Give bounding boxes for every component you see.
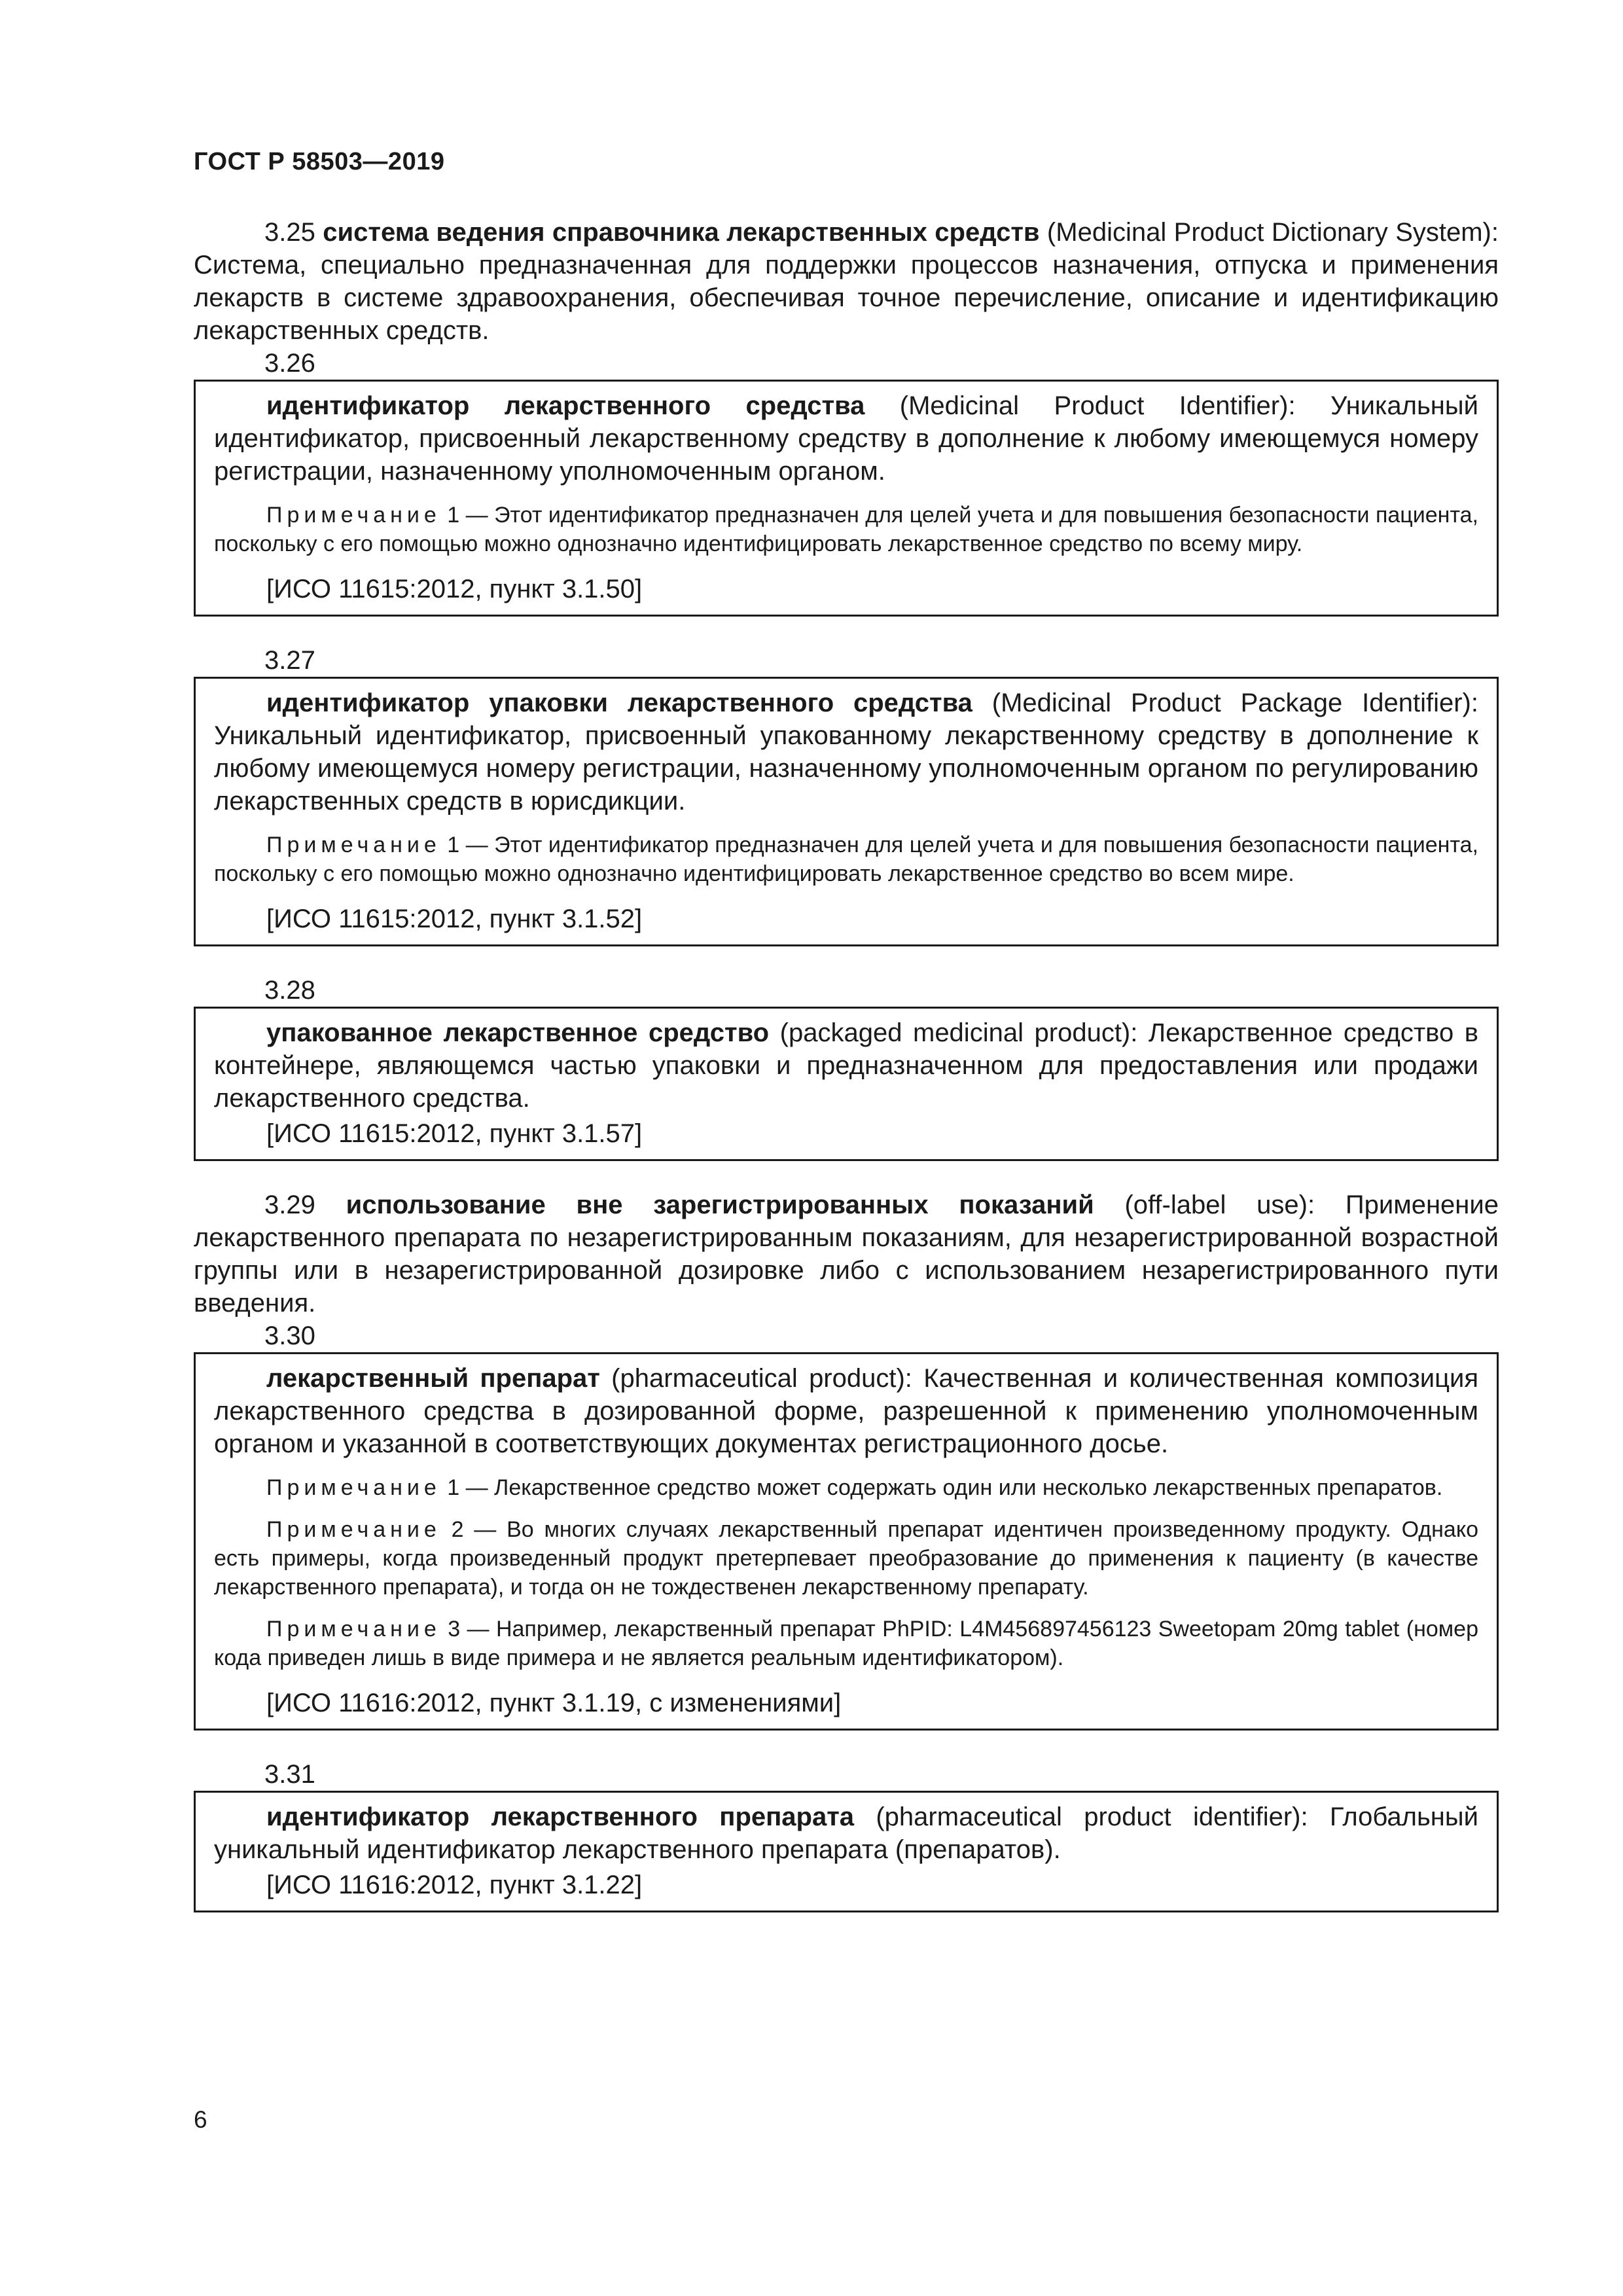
note-text: 2 — Во многих случаях лекарственный препарат идентичен произведенному продукту. Однако есть примеры, когда произведенный продукт претерпевает преобразование до применения к пациенту (в качестве лекарственного препарата), и тогда он не тождественен лекарственному препарату. (214, 1517, 1478, 1600)
term-source: [ИСО 11616:2012, пункт 3.1.19, с изменениями] (266, 1689, 842, 1717)
term-title: использование вне зарегистрированных показаний (346, 1191, 1094, 1219)
term-number: 3.25 (264, 218, 315, 247)
term-box-3-27 (194, 677, 1499, 946)
term-definition: (Medicinal Product Dictionary System): Система, специально предназначенная для поддержки процессов назначения, отпуска и применения лекарств в системе здравоохранения, обеспечивая точное перечисление, описание и идентификацию лекарственных средств. (194, 218, 1499, 345)
term-definition: (off-label use): Применение лекарственного препарата по незарегистрированным показаниям, для незарегистрированной возрастной группы или в незарегистрированной дозировке либо с использованием незарегистрированного пути введения. (194, 1191, 1499, 1318)
term-note-2 (214, 1515, 1478, 1602)
note-label: Примечание (266, 833, 441, 857)
term-3-25 (194, 216, 1499, 347)
page-number: 6 (194, 2106, 207, 2133)
note-label: Примечание (266, 503, 441, 528)
note-label: Примечание (266, 1617, 441, 1641)
term-note (214, 501, 1478, 558)
term-source: [ИСО 11615:2012, пункт 3.1.52] (266, 905, 643, 933)
term-note-1 (214, 1473, 1478, 1502)
term-number-3-27: 3.27 (264, 646, 315, 675)
term-definition: (Medicinal Product Package Identifier): Уникальный идентификатор, присвоенный упакованному лекарственному средству в дополнение к любому имеющемуся номеру регистрации, назначенному уполномоченным органом по регулированию лекарственных средств в юрисдикции. (214, 689, 1478, 816)
document-body (194, 216, 1499, 1912)
term-3-29 (194, 1189, 1499, 1319)
term-source: [ИСО 11615:2012, пункт 3.1.50] (266, 575, 643, 603)
term-number-3-28: 3.28 (264, 976, 315, 1005)
term-title: идентификатор упаковки лекарственного средства (266, 689, 972, 717)
term-number-3-26: 3.26 (264, 349, 315, 378)
term-title: идентификатор лекарственного средства (266, 391, 865, 420)
note-text: 1 — Этот идентификатор предназначен для целей учета и для повышения безопасности пациента, поскольку с его помощью можно однозначно идентифицировать лекарственное средство по всему миру. (214, 503, 1478, 556)
document-header: ГОСТ Р 58503—2019 (194, 148, 445, 175)
note-label: Примечание (266, 1517, 441, 1542)
term-definition: (Medicinal Product Identifier): Уникальный идентификатор, присвоенный лекарственному средству в дополнение к любому имеющемуся номеру регистрации, назначенному уполномоченным органом. (214, 391, 1478, 486)
term-box-3-30 (194, 1352, 1499, 1731)
term-number-3-31: 3.31 (264, 1760, 315, 1789)
term-title: система ведения справочника лекарственных средств (323, 218, 1040, 247)
term-box-3-28 (194, 1007, 1499, 1161)
term-title: упакованное лекарственное средство (266, 1018, 770, 1047)
term-definition: (pharmaceutical product): Качественная и количественная композиция лекарственного средства в дозированной форме, разрешенной к применению уполномоченным органом и указанной в соответствующих документах регистрационного досье. (214, 1364, 1478, 1458)
note-text: 3 — Например, лекарственный препарат PhPID: L4M456897456123 Sweetopam 20mg tablet (номер кода приведен лишь в виде примера и не является реальным идентификатором). (214, 1617, 1478, 1670)
term-title: идентификатор лекарственного препарата (266, 1803, 855, 1831)
term-definition: (packaged medicinal product): Лекарственное средство в контейнере, являющемся частью упаковки и предназначенном для предоставления или продажи лекарственного средства. (214, 1018, 1478, 1113)
term-note (214, 831, 1478, 888)
note-text: 1 — Этот идентификатор предназначен для целей учета и для повышения безопасности пациента, поскольку с его помощью можно однозначно идентифицировать лекарственное средство во всем мире. (214, 833, 1478, 886)
term-note-3 (214, 1615, 1478, 1672)
term-box-3-26 (194, 380, 1499, 617)
term-box-3-31 (194, 1791, 1499, 1912)
term-number-3-30: 3.30 (264, 1321, 315, 1350)
note-label: Примечание (266, 1475, 441, 1500)
term-title: лекарственный препарат (266, 1364, 600, 1393)
term-source: [ИСО 11616:2012, пункт 3.1.22] (266, 1871, 643, 1899)
note-text: 1 — Лекарственное средство может содержать один или несколько лекарственных препаратов. (440, 1475, 1443, 1500)
term-number: 3.29 (264, 1191, 315, 1219)
term-definition: (pharmaceutical product identifier): Глобальный уникальный идентификатор лекарственного препарата (препаратов). (214, 1803, 1478, 1864)
term-source: [ИСО 11615:2012, пункт 3.1.57] (266, 1119, 643, 1148)
